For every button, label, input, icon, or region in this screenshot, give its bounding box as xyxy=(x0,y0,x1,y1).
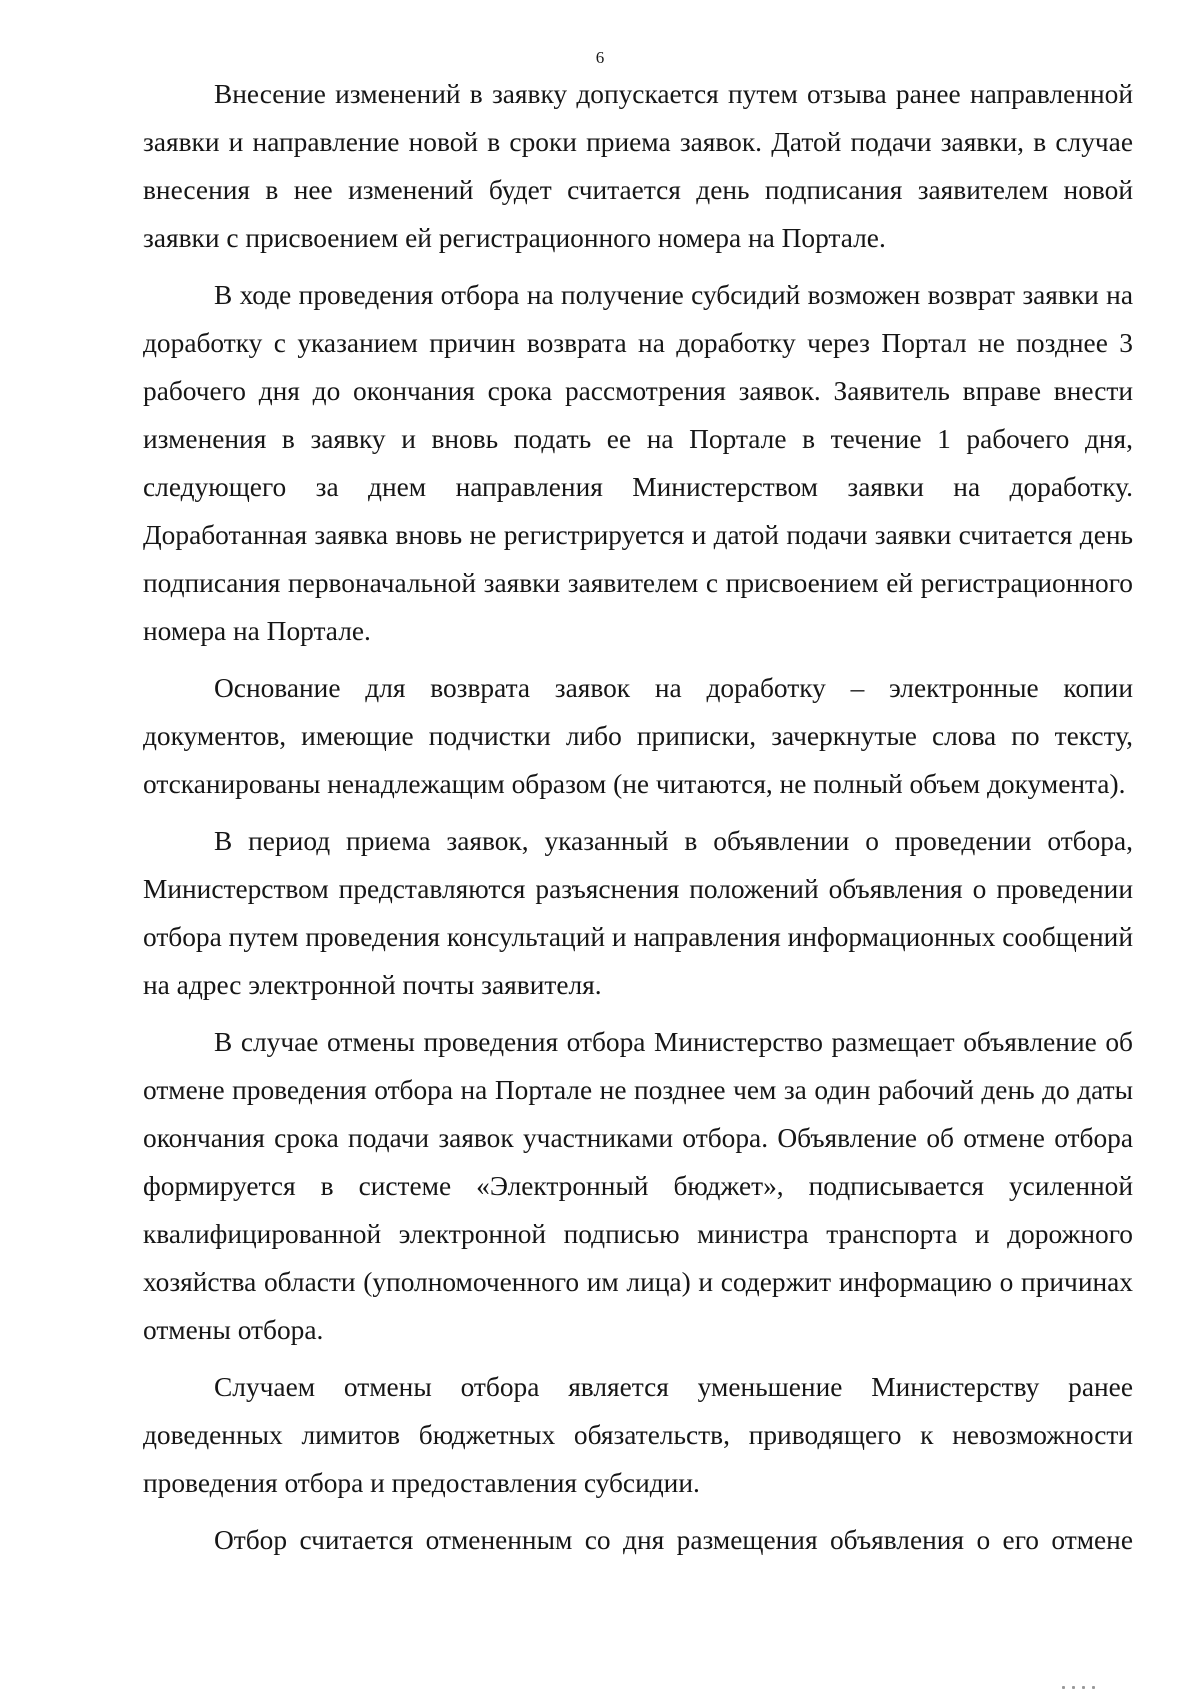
paragraph-grounds-for-return: Основание для возврата заявок на доработку – электронные копии документов, имеющие подчистки либо приписки, зачеркнутые слова по тексту, отсканированы ненадлежащим образом (не читаются, не полный объем документа). xyxy=(143,673,1133,799)
scan-speck xyxy=(1092,1686,1095,1689)
paragraph-return-for-revision: В ходе проведения отбора на получение субсидий возможен возврат заявки на доработку с указанием причин возврата на доработку через Портал не позднее 3 рабочего дня до окончания срока рассмотрения заявок. Заявитель вправе внести изменения в заявку и вновь подать ее на Портале в течение 1 рабочего дня, следующего за днем направления Министерством заявки на доработку. Доработанная заявка вновь не регистрируется и датой подачи заявки считается день подписания первоначальной заявки заявителем с присвоением ей регистрационного номера на Портале. xyxy=(143,280,1133,646)
paragraph-clarifications: В период приема заявок, указанный в объявлении о проведении отбора, Министерством представляются разъяснения положений объявления о проведении отбора путем проведения консультаций и направления информационных сообщений на адрес электронной почты заявителя. xyxy=(143,826,1133,1000)
paragraph-cancellation-announcement: В случае отмены проведения отбора Министерство размещает объявление об отмене проведения отбора на Портале не позднее чем за один рабочий день до даты окончания срока подачи заявок участниками отбора. Объявление об отмене отбора формируется в системе «Электронный бюджет», подписывается усиленной квалифицированной электронной подписью министра транспорта и дорожного хозяйства области (уполномоченного им лица) и содержит информацию о причинах отмены отбора. xyxy=(143,1027,1133,1345)
scan-speck xyxy=(1072,1686,1075,1689)
page-number: 6 xyxy=(595,48,605,67)
paragraph-cancellation-case: Случаем отмены отбора является уменьшение Министерству ранее доведенных лимитов бюджетных обязательств, приводящего к невозможности проведения отбора и предоставления субсидии. xyxy=(143,1372,1133,1498)
scan-speck xyxy=(1062,1686,1065,1689)
scan-speck xyxy=(1082,1686,1085,1689)
paragraph-cancellation-effective: Отбор считается отмененным со дня размещения объявления о его отмене xyxy=(214,1525,1133,1555)
document-body xyxy=(143,70,1133,1564)
paragraph-application-changes: Внесение изменений в заявку допускается путем отзыва ранее направленной заявки и направление новой в сроки приема заявок. Датой подачи заявки, в случае внесения в нее изменений будет считается день подписания заявителем новой заявки с присвоением ей регистрационного номера на Портале. xyxy=(143,79,1133,253)
